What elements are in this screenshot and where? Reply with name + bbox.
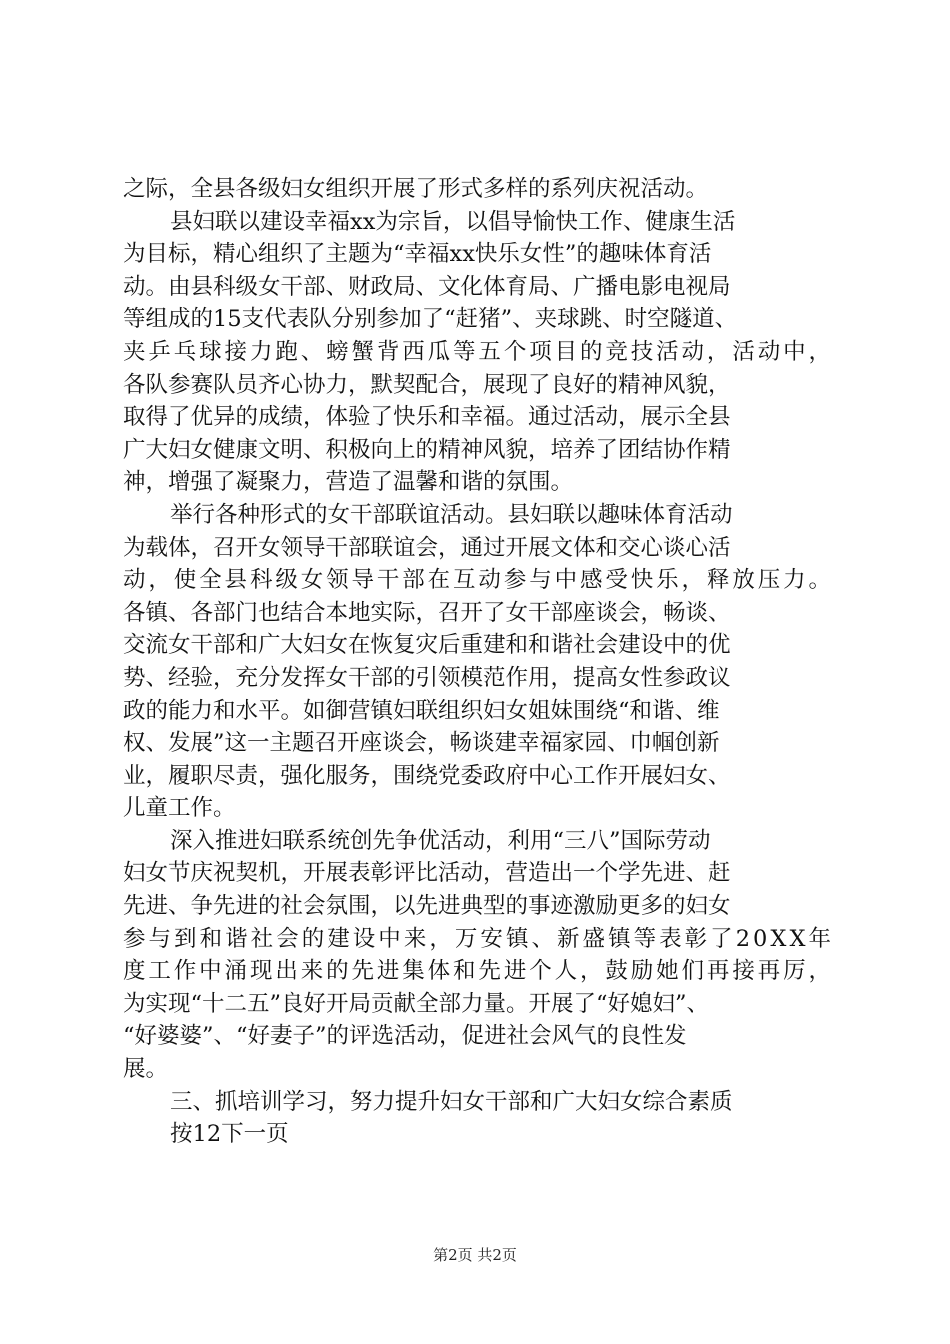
page-footer: 第2页 共2页 [433,1246,517,1264]
text-line: 神，增强了凝聚力，营造了温馨和谐的氛围。 [123,469,574,496]
text-line: 深入推进妇联系统创先争优活动，利用“三八”国际劳动 [170,827,711,854]
text-line: 之际，全县各级妇女组织开展了形式多样的系列庆祝活动。 [123,176,709,202]
text-line: 势、经验，充分发挥女干部的引领模范作用，提高女性参政议 [123,664,731,691]
text-line: 为目标，精心组织了主题为“幸福xx快乐女性”的趣味体育活 [123,241,712,268]
text-line: 动，使全县科级女领导干部在互动参与中感受快乐，释放压力。 [123,567,834,594]
document-body [123,173,835,1151]
text-line: 广大妇女健康文明、积极向上的精神风貌，培养了团结协作精 [123,436,731,463]
text-line: 权、发展”这一主题召开座谈会，畅谈建幸福家园、巾帼创新 [123,730,720,757]
text-line: 按12下一页 [170,1121,289,1148]
text-line: 参与到和谐社会的建设中来，万安镇、新盛镇等表彰了20XX年 [123,925,835,952]
text-line: 妇女节庆祝契机，开展表彰评比活动，营造出一个学先进、赶 [123,860,731,887]
text-line: 为载体，召开女领导干部联谊会，通过开展文体和交心谈心活 [123,534,731,561]
text-line: 三、抓培训学习，努力提升妇女干部和广大妇女综合素质 [170,1088,733,1115]
text-line: 展。 [123,1056,169,1083]
text-line: 取得了优异的成绩，体验了快乐和幸福。通过活动，展示全县 [123,404,731,431]
text-line: “好婆婆”、“好妻子”的评选活动，促进社会风气的良性发 [123,1023,687,1050]
text-line: 各队参赛队员齐心协力，默契配合，展现了良好的精神风貌， [123,371,731,398]
text-line: 夹乒乓球接力跑、螃蟹背西瓜等五个项目的竞技活动，活动中， [123,338,834,365]
text-line: 各镇、各部门也结合本地实际，召开了女干部座谈会，畅谈、 [123,599,731,626]
text-line: 儿童工作。 [123,795,236,822]
text-line: 度工作中涌现出来的先进集体和先进个人，鼓励她们再接再厉， [123,958,834,985]
text-line: 县妇联以建设幸福xx为宗旨，以倡导愉快工作、健康生活 [170,208,736,235]
text-line: 交流女干部和广大妇女在恢复灾后重建和和谐社会建设中的优 [123,632,731,659]
text-line: 政的能力和水平。如御营镇妇联组织妇女姐妹围绕“和谐、维 [123,697,720,724]
text-line: 业，履职尽责，强化服务，围绕党委政府中心工作开展妇女、 [123,762,731,789]
text-line: 为实现“十二五”良好开局贡献全部力量。开展了“好媳妇”、 [123,990,710,1017]
text-line: 举行各种形式的女干部联谊活动。县妇联以趣味体育活动 [170,501,733,528]
text-line: 等组成的15支代表队分别参加了“赶猪”、夹球跳、时空隧道、 [123,306,738,333]
text-line: 先进、争先进的社会氛围，以先进典型的事迹激励更多的妇女 [123,893,731,920]
text-line: 动。由县科级女干部、财政局、文化体育局、广播电影电视局 [123,273,731,300]
